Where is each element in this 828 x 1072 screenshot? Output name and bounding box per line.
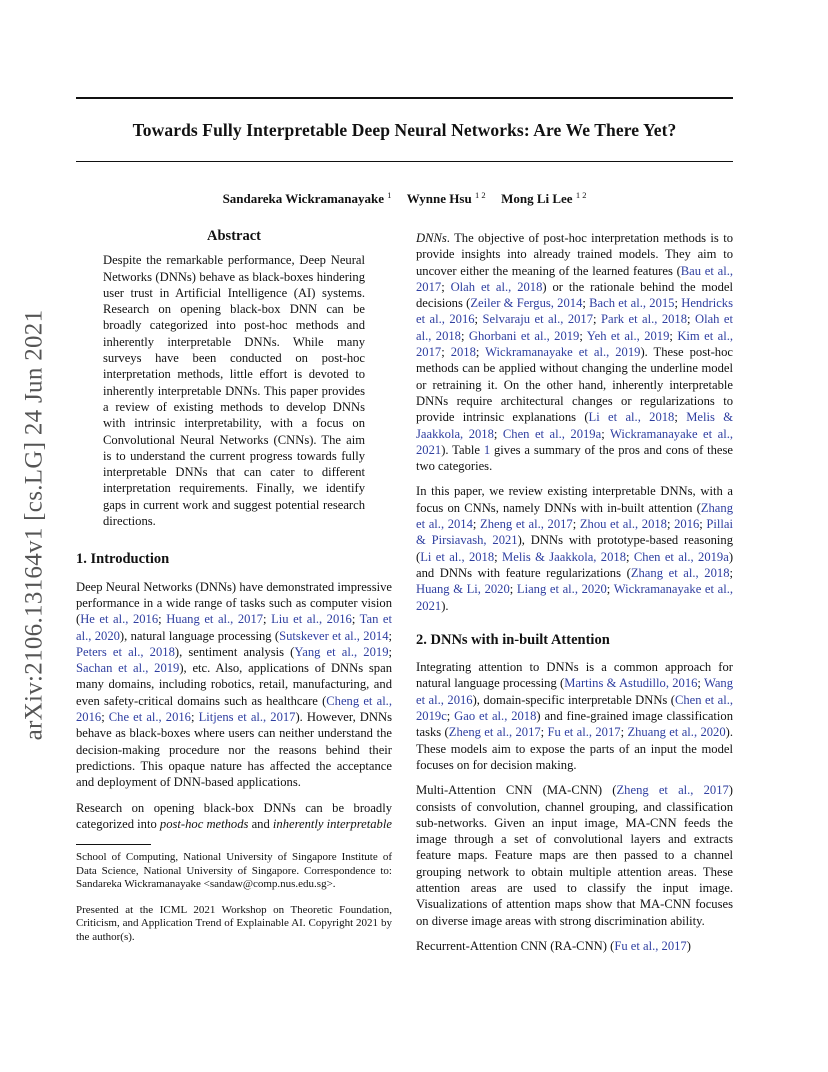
text-run: ), natural language processing (	[119, 628, 280, 643]
citation-link[interactable]: Huang et al., 2017	[166, 612, 264, 627]
citation-link[interactable]: 2018	[450, 345, 476, 360]
footnote-rule	[76, 844, 151, 845]
citation-link[interactable]: Kim et al., 2017	[416, 328, 733, 360]
citation-link[interactable]: Ghorbani et al., 2019	[468, 328, 580, 343]
abstract-text: Despite the remarkable performance, Deep Neural Networks (DNNs) behave as black-boxes hindering user trust in Artificial Intelligence (AI) systems. Research on opening black-box DNN can be broadly categorized into post-hoc methods and inherently interpretable DNNs. While many surveys have been conducted on post-hoc interpretation methods, little effort is devoted to inherently interpretable DNNs. This paper provides a review of existing methods to develop DNNs with intrinsic interpretability, with a focus on Convolutional Neural Networks (CNNs). The aim is to understand the current progress towards fully interpretable DNNs that can cater to different interpretation requirements. Finally, we identify gaps in current work and suggest potential research directions.	[103, 253, 365, 529]
citation-link[interactable]: Wickramanayake et al., 2021	[416, 426, 734, 457]
citation-link[interactable]: Olah et al., 2018	[450, 279, 543, 294]
text-run: ;	[540, 725, 548, 740]
text-run: In this paper, we review existing interpretable DNNs, with a focus on CNNs, namely DNNs with in-built attention (	[416, 484, 733, 515]
citation-link[interactable]: Litjens et al., 2017	[198, 710, 296, 725]
author-affiliation: 1 2	[575, 190, 587, 200]
left-column	[76, 228, 392, 944]
text-run: ), DNNs with prototype-based reasoning (	[416, 533, 734, 564]
text-run: ;	[388, 644, 392, 659]
arxiv-sidebar	[14, 290, 54, 760]
author-affiliation: 1 2	[474, 190, 486, 200]
arxiv-identifier: arXiv:2106.13164v1 [cs.LG] 24 Jun 2021	[20, 309, 48, 741]
italic-text: post-hoc methods	[159, 816, 249, 831]
citation-link[interactable]: Zheng et al., 2017	[480, 517, 573, 532]
citation-link[interactable]: Park et al., 2018	[600, 312, 688, 327]
citation-link[interactable]: Peters et al., 2018	[76, 644, 175, 659]
citation-link[interactable]: Zheng et al., 2017	[448, 725, 541, 740]
citation-link[interactable]: Li et al., 2018	[588, 410, 675, 425]
citation-link[interactable]: Zhuang et al., 2020	[627, 725, 726, 740]
citation-link[interactable]: Zhang et al., 2014	[416, 500, 733, 532]
text-run: ;	[729, 565, 733, 580]
citation-link[interactable]: Huang & Li, 2020	[416, 582, 510, 597]
citation-link[interactable]: Liu et al., 2016	[271, 612, 352, 627]
text-run: ). Table	[441, 442, 484, 457]
citation-link[interactable]: Sachan et al., 2019	[76, 661, 180, 676]
text-run: Deep Neural Networks (DNNs) have demonstrated impressive performance in a wide range of tasks such as computer vision (	[76, 579, 392, 627]
text-run: ), domain-specific interpretable DNNs (	[472, 692, 675, 707]
citation-link[interactable]: Che et al., 2016	[108, 710, 191, 725]
text-run: ). However, DNNs behave as black-boxes where users can neither understand the decision-making procedure nor the reasons behind their predictions. This opaque nature has affected the acceptance and deployment of DNN-based applications.	[76, 710, 392, 790]
body-paragraph-4	[416, 782, 733, 929]
affiliation-footnote	[76, 851, 392, 892]
text-run: ;	[263, 612, 272, 627]
citation-link[interactable]: Chen et al., 2019a	[633, 549, 729, 564]
header-top-rule	[76, 97, 733, 99]
text-run: Recurrent-Attention CNN (RA-CNN) (	[416, 938, 615, 953]
citation-link[interactable]: Fu et al., 2017	[614, 938, 687, 953]
citation-link[interactable]: Zhang et al., 2018	[630, 565, 730, 580]
text-run: ) and DNNs with feature regularizations (	[416, 549, 734, 580]
citation-link[interactable]: Zeiler & Fergus, 2014	[470, 296, 583, 311]
text-run: gives a summary of the pros and cons of these two categories.	[416, 442, 734, 474]
text-run: Integrating attention to DNNs is a common approach for natural language processing (	[416, 660, 733, 691]
text-run: ;	[666, 517, 675, 532]
citation-link[interactable]: Melis & Jaakkola, 2018	[416, 410, 733, 441]
text-run: ;	[626, 549, 634, 564]
citation-link[interactable]: Gao et al., 2018	[454, 709, 537, 724]
text-run: )	[686, 938, 691, 953]
right-column	[416, 230, 733, 963]
body-paragraph-3	[416, 659, 733, 773]
paper-title: Towards Fully Interpretable Deep Neural Networks: Are We There Yet?	[132, 120, 677, 140]
italic-text: inherently interpretable	[272, 816, 392, 831]
citation-link[interactable]: Martins & Astudillo, 2016	[564, 676, 698, 691]
citation-link[interactable]: Yang et al., 2019	[294, 644, 389, 659]
text-run: ;	[101, 710, 109, 725]
citation-link[interactable]: Fu et al., 2017	[547, 725, 621, 740]
citation-link[interactable]: Wickramanayake et al., 2021	[416, 582, 733, 613]
intro-paragraph-2	[76, 800, 392, 833]
presentation-note: Presented at the ICML 2021 Workshop on Theoretic Foundation, Criticism, and Application Trend of Explainable AI. Copyright 2021 by the author(s).	[76, 903, 392, 943]
text-run: ;	[388, 628, 392, 643]
citation-link[interactable]: Li et al., 2018	[420, 549, 495, 564]
text-run: ) consists of convolution, channel grouping, and classification sub-networks. Given an input image, MA-CNN feeds the image through a set of convolutional layers and extracts feature maps. Feature maps are then passed to a channel grouping network to obtain multiple attention areas. These attention areas are used to classify the input image. Visualizations of attention maps show that MA-CNN focuses on diverse image areas with strong discrimination ability.	[416, 783, 733, 928]
citation-link[interactable]: Chen et al., 2019a	[502, 426, 602, 441]
text-run: ;	[351, 612, 360, 627]
citation-link[interactable]: Zhou et al., 2018	[579, 517, 667, 532]
text-run: ), etc. Also, applications of DNNs span many domains, including robotics, retail, manufacturing, and even safety-critical domains such as healthcare (	[76, 661, 392, 708]
author-name: Mong Li Lee	[501, 191, 573, 206]
citation-link[interactable]: Selvaraju et al., 2017	[482, 312, 594, 327]
text-run: ). These models aim to expose the parts of an input the model focuses on for decision making.	[416, 725, 733, 772]
author-affiliation: 1	[387, 190, 392, 200]
header-bottom-rule	[76, 161, 733, 162]
text-run: ;	[446, 709, 455, 724]
body-paragraph-1	[416, 230, 733, 474]
italic-text: DNNs	[416, 231, 447, 245]
citation-link[interactable]: Yeh et al., 2019	[586, 328, 670, 343]
text-run: . The objective of post-hoc interpretation methods is to provide insights into already trained models. They aim to uncover either the meaning of the learned features (	[416, 231, 733, 278]
citation-link[interactable]: Bach et al., 2015	[589, 296, 675, 311]
text-run: ;	[509, 582, 517, 597]
citation-link[interactable]: Hendricks et al., 2016	[416, 296, 733, 327]
text-run: Multi-Attention CNN (MA-CNN) (	[416, 783, 617, 798]
text-run: Research on opening black-box DNNs can be broadly categorized into	[76, 800, 392, 831]
citation-link[interactable]: 2016	[674, 517, 700, 532]
text-run: ;	[606, 582, 614, 597]
text-run: ;	[674, 410, 687, 425]
author-name: Wynne Hsu	[406, 191, 472, 206]
citation-link[interactable]: Cheng et al., 2016	[76, 693, 392, 725]
text-run: ) and fine-grained image classification tasks (	[416, 709, 733, 740]
citation-link[interactable]: Pillai & Pirsiavash, 2021	[416, 517, 733, 548]
section-heading-introduction: 1. Introduction	[76, 551, 170, 568]
citation-link[interactable]: Zheng et al., 2017	[616, 783, 729, 798]
text-run: ;	[579, 328, 587, 343]
text-run: ;	[601, 426, 610, 441]
text-run: ;	[472, 517, 481, 532]
footnote-text: School of Computing, National University of Singapore Institute of Data Science, National University of Singapore. Correspondence to: Sandareka Wickramanayake <sandaw@comp.nus.edu.sg>.	[76, 851, 392, 891]
text-run: ;	[493, 426, 503, 441]
text-run: ;	[441, 279, 451, 294]
text-run: ;	[687, 312, 695, 327]
text-run: ;	[494, 549, 503, 564]
citation-link[interactable]: Melis & Jaakkola, 2018	[502, 549, 626, 564]
abstract-heading: Abstract	[207, 228, 261, 244]
citation-link[interactable]: Sutskever et al., 2014	[279, 628, 389, 643]
body-paragraph-5	[416, 938, 733, 954]
intro-paragraph-1	[76, 579, 392, 791]
text-run: ;	[669, 328, 678, 343]
text-run: ;	[460, 328, 469, 343]
text-run: ;	[475, 345, 486, 360]
author-list	[76, 190, 733, 207]
citation-link[interactable]: Wickramanayake et al., 2019	[485, 345, 641, 360]
body-paragraph-2	[416, 483, 733, 613]
text-run: ;	[699, 517, 707, 532]
text-run: ;	[474, 312, 483, 327]
text-run: ), sentiment analysis (	[174, 644, 295, 659]
text-run: ) or the rationale behind the model decisions (	[416, 279, 733, 311]
text-run: ;	[620, 725, 628, 740]
text-run: ;	[697, 676, 704, 691]
text-run: and	[248, 816, 273, 831]
text-run: ).	[441, 598, 449, 613]
citation-link[interactable]: Tan et al., 2020	[76, 612, 392, 643]
author-name: Sandareka Wickramanayake	[222, 191, 385, 206]
text-run: ). These post-hoc methods can be applied without changing the underline model or retraining it. On the other hand, inherently interpretable DNNs require architectural changes or regularizations to provide intrinsic explanations (	[416, 345, 733, 425]
text-run: ;	[593, 312, 601, 327]
text-run: ;	[674, 296, 682, 311]
text-run: ;	[190, 710, 199, 725]
citation-link[interactable]: Olah et al., 2018	[416, 312, 733, 343]
citation-link[interactable]: Bau et al., 2017	[416, 263, 733, 294]
citation-link[interactable]: 1	[483, 442, 491, 457]
text-run: ;	[158, 612, 167, 627]
text-run: ;	[582, 296, 590, 311]
citation-link[interactable]: He et al., 2016	[80, 612, 159, 627]
text-run: ;	[572, 517, 580, 532]
section-heading-attention: 2. DNNs with in-built Attention	[416, 631, 610, 648]
citation-link[interactable]: Liang et al., 2020	[516, 582, 607, 597]
citation-link[interactable]: Wang et al., 2016	[416, 676, 733, 707]
text-run: ;	[441, 345, 451, 360]
citation-link[interactable]: Chen et al., 2019c	[416, 692, 733, 724]
